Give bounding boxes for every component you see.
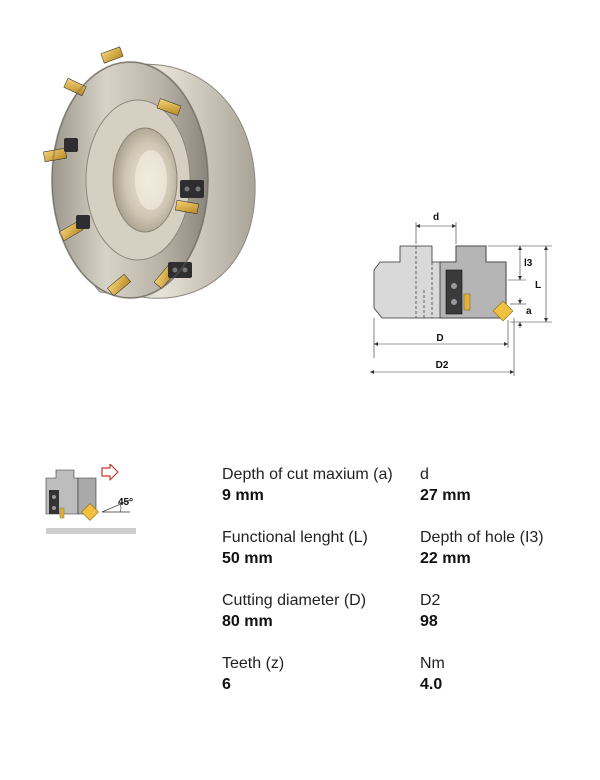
- dim-label-a: a: [526, 306, 532, 317]
- technical-drawing: [360, 200, 560, 390]
- angle-label: 45°: [118, 497, 134, 508]
- spec-label-functional-length: Functional lenght (L): [222, 529, 368, 546]
- spec-value-nm: 4.0: [420, 676, 443, 693]
- spec-value-d: 27 mm: [420, 487, 471, 504]
- spec-label-depth-of-hole: Depth of hole (I3): [420, 529, 544, 546]
- spec-label-depth-of-cut: Depth of cut maxium (a): [222, 466, 393, 483]
- dim-label-l3: l3: [524, 258, 533, 269]
- dim-label-D: D: [436, 333, 444, 344]
- spec-label-d: d: [420, 466, 429, 483]
- spec-label-teeth: Teeth (z): [222, 655, 285, 672]
- spec-label-cutting-diameter: Cutting diameter (D): [222, 592, 367, 609]
- entering-angle-diagram: [44, 464, 144, 544]
- spec-value-functional-length: 50 mm: [222, 550, 273, 567]
- milling-cutter-image: [30, 30, 270, 320]
- spec-value-d2: 98: [420, 613, 438, 630]
- spec-label-nm: Nm: [420, 655, 445, 672]
- spec-value-teeth: 6: [222, 676, 231, 693]
- dim-label-D2: D2: [435, 360, 449, 371]
- dim-label-d: d: [432, 212, 440, 223]
- spec-label-d2: D2: [420, 592, 441, 609]
- spec-value-cutting-diameter: 80 mm: [222, 613, 273, 630]
- dim-label-L: L: [534, 280, 542, 291]
- spec-value-depth-of-cut: 9 mm: [222, 487, 264, 504]
- spec-value-depth-of-hole: 22 mm: [420, 550, 471, 567]
